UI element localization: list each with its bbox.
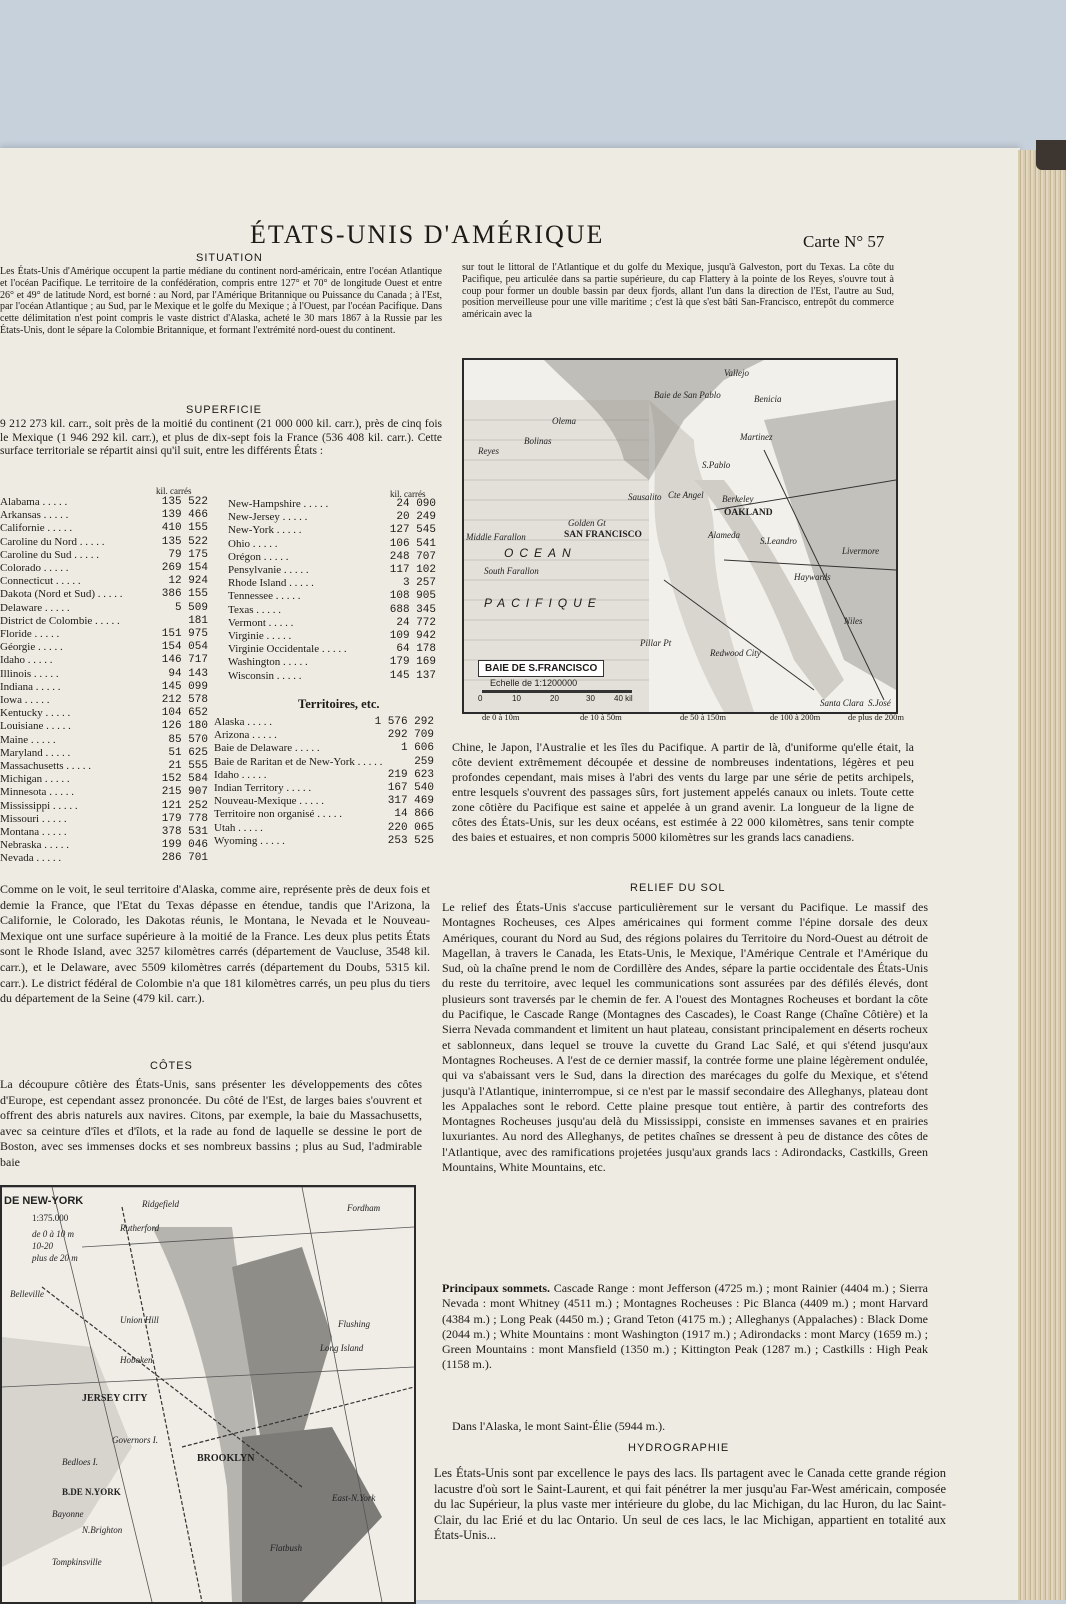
state-name: Louisiane . . . . . <box>0 720 71 733</box>
state-area: 139 466 <box>161 509 208 522</box>
map-ny-place: Rutherford <box>120 1223 160 1233</box>
table-row <box>228 564 436 577</box>
state-area: 269 154 <box>161 562 208 575</box>
state-area: 24 772 <box>396 616 436 629</box>
map-sf-place: Golden Gt <box>568 518 606 528</box>
map-sf-place: OAKLAND <box>724 508 773 518</box>
territoires-heading: Territoires, etc. <box>298 697 380 711</box>
map-sf-place: Vallejo <box>724 368 749 378</box>
table-row <box>0 522 208 535</box>
state-area: 317 469 <box>387 795 434 808</box>
table-row <box>214 795 434 808</box>
map-san-francisco <box>462 358 898 714</box>
table-row <box>228 617 436 630</box>
text-cotes: La découpure côtière des États-Unis, sans présenter les développements des côtes d'Europe, est cependant assez prononcée. Du côté de l'Est, de larges baies s'ouvrent et offrent des abris naturels aux navires. Citons, par exemple, la baie du Massachusetts, avec sa ceinture d'îles et d'îlots, et la rade au fond de laquelle se dessine le port de Boston, avec ses immenses docks et ses nombreux bassins ; plus au Sud, l'admirable baie <box>0 1077 422 1169</box>
state-name: Utah . . . . . <box>214 821 263 834</box>
state-area: 12 924 <box>168 575 208 588</box>
unit-label-left: kil. carrés <box>156 486 192 496</box>
state-name: Idaho . . . . . <box>214 768 267 781</box>
table-row <box>0 813 208 826</box>
state-name: Nebraska . . . . . <box>0 839 70 852</box>
state-name: Vermont . . . . . <box>228 616 294 629</box>
state-area: 126 180 <box>161 720 208 733</box>
table-row <box>0 615 208 628</box>
map-sf-scale-bar <box>482 690 632 693</box>
map-sf-place: S.Pablo <box>702 460 731 470</box>
map-sf-scale-tick: 10 <box>512 694 521 703</box>
table-row <box>228 511 436 524</box>
map-sf-place: Bolinas <box>524 436 552 446</box>
state-area: 135 522 <box>161 496 208 508</box>
map-sf-place: Alameda <box>708 530 740 540</box>
map-sf-place: Sausalito <box>628 492 662 502</box>
sommets-label: Principaux sommets. <box>442 1281 551 1295</box>
map-sf-place: S.José <box>868 698 891 708</box>
states-table-right <box>228 498 436 683</box>
table-row <box>228 643 436 656</box>
table-row <box>214 782 434 795</box>
state-area: 5 509 <box>174 601 208 614</box>
state-name: Virginie Occidentale . . . . . <box>228 643 347 656</box>
state-name: Texas . . . . . <box>228 603 281 616</box>
map-ny-place: Tompkinsville <box>52 1557 102 1567</box>
map-sf-ocean-label: PACIFIQUE <box>484 596 602 610</box>
state-area: 179 169 <box>389 656 436 669</box>
text-hydro: Les États-Unis sont par excellence le pays des lacs. Ils partagent avec le Canada cette grande région lacustre d'où sort le Saint-Laurent, et qui fait pénétrer la mer jusqu'au Far-West américain, composée du lac Supérieur, la plus vaste mer intérieure du globe, du lac Michigan, du lac Huron, du lac Saint-Clair, du lac Erié et du lac Ontario. Un seul de ces lacs, le lac Michigan, appartient en totalité aux États-Unis... <box>434 1466 946 1543</box>
state-name: Pensylvanie . . . . . <box>228 564 309 577</box>
state-area: 688 345 <box>389 603 436 616</box>
map-ny-place: Union Hill <box>120 1315 159 1325</box>
table-row <box>214 808 434 821</box>
state-name: Rhode Island . . . . . <box>228 577 314 590</box>
table-row <box>0 496 208 509</box>
table-row <box>228 590 436 603</box>
table-row <box>0 720 208 733</box>
heading-hydro: HYDROGRAPHIE <box>628 1442 730 1454</box>
map-ny-place: Hoboken <box>120 1355 153 1365</box>
text-cotes-right: Chine, le Japon, l'Australie et les îles du Pacifique. A partir de là, d'uniforme qu'elle était, la côte devient extrêmement découpée et dessine de nombreuses indentations, légères et peu profondes cependant, mais mises à l'abri des vents du large par une série de petits archipels, entre lesquels s'ouvrent des passages sûrs, fort justement appelés canaux ou inlets. Toute cette zone côtière du Pacifique est saine et appelée à un grand avenir. La longueur de la ligne de côtes des États-Unis, sur les deux océans, est estimée à 22 000 kilomètres, sans tenir compte des baies et estuaires, et non compris 5000 kilomètres sur les grands lacs canadiens. <box>452 740 914 844</box>
map-sf-scale-tick: 40 kil <box>614 694 633 703</box>
state-name: Wisconsin . . . . . <box>228 669 302 682</box>
state-name: Orégon . . . . . <box>228 550 289 563</box>
state-area: 94 143 <box>168 667 208 680</box>
map-ny-place: Bayonne <box>52 1509 84 1519</box>
state-area: 152 584 <box>161 773 208 786</box>
map-sf-place: Martinez <box>740 432 773 442</box>
map-sf-place: Berkeley <box>722 494 754 504</box>
table-row <box>0 628 208 641</box>
state-name: Minnesota . . . . . <box>0 786 74 799</box>
state-name: New-York . . . . . <box>228 524 302 537</box>
state-area: 109 942 <box>389 630 436 643</box>
map-sf-place: Benicia <box>754 394 782 404</box>
state-area: 14 866 <box>394 808 434 821</box>
text-sommets <box>442 1281 928 1373</box>
heading-superficie: SUPERFICIE <box>186 404 263 416</box>
map-ny-place: Governors I. <box>112 1435 158 1445</box>
state-area: 167 540 <box>387 782 434 795</box>
state-area: 85 570 <box>168 733 208 746</box>
state-name: Tennessee . . . . . <box>228 590 301 603</box>
state-name: Wyoming . . . . . <box>214 834 285 847</box>
table-row <box>214 835 434 848</box>
table-row <box>0 747 208 760</box>
state-area: 21 555 <box>168 760 208 773</box>
state-name: Baie de Raritan et de New-York . . . . . <box>214 755 383 768</box>
map-sf-place: Reyes <box>478 446 499 456</box>
state-name: Mississippi . . . . . <box>0 799 78 812</box>
map-ny-place: Ridgefield <box>142 1199 179 1209</box>
unit-label-right: kil. carrés <box>390 489 426 499</box>
map-sf-place: South Farallon <box>484 566 539 576</box>
state-area: 104 652 <box>161 707 208 720</box>
state-name: Michigan . . . . . <box>0 773 70 786</box>
book-cover-corner <box>1036 140 1066 170</box>
heading-situation: SITUATION <box>196 252 263 264</box>
map-sf-ocean-label: OCEAN <box>504 546 577 560</box>
state-area: 121 252 <box>161 799 208 812</box>
table-row <box>0 509 208 522</box>
state-name: New-Hampshire . . . . . <box>228 498 329 510</box>
map-sf-place: Cte Angel <box>668 490 704 500</box>
map-sf-scale-tick: 30 <box>586 694 595 703</box>
book-page-edges <box>1018 150 1066 1600</box>
table-row <box>0 536 208 549</box>
state-area: 51 625 <box>168 746 208 759</box>
map-number: Carte N° 57 <box>803 232 885 251</box>
map-ny-place: Flushing <box>338 1319 371 1329</box>
state-area: 64 178 <box>396 643 436 656</box>
state-name: Connecticut . . . . . <box>0 575 81 588</box>
table-row <box>0 839 208 852</box>
state-area: 410 155 <box>161 522 208 535</box>
state-area: 181 <box>188 614 208 627</box>
text-alaska: Dans l'Alaska, le mont Saint-Élie (5944 m.). <box>452 1419 666 1433</box>
state-name: Kentucky . . . . . <box>0 707 71 720</box>
state-name: Ohio . . . . . <box>228 537 278 550</box>
state-name: Maine . . . . . <box>0 733 56 746</box>
state-name: Dakota (Nord et Sud) . . . . . <box>0 588 123 601</box>
states-table-left <box>0 496 208 866</box>
state-area: 378 531 <box>161 826 208 839</box>
table-row <box>214 742 434 755</box>
map-sf-place: Pillar Pt <box>640 638 672 648</box>
state-name: Iowa . . . . . <box>0 694 50 707</box>
map-sf-place: Redwood City <box>710 648 761 658</box>
table-row <box>228 670 436 683</box>
state-area: 154 054 <box>161 641 208 654</box>
state-area: 259 <box>414 755 434 768</box>
table-row <box>228 538 436 551</box>
map-sf-place: Olema <box>552 416 576 426</box>
table-row <box>0 681 208 694</box>
table-row <box>0 800 208 813</box>
state-area: 146 717 <box>161 654 208 667</box>
state-name: Washington . . . . . <box>228 656 308 669</box>
territoires-table <box>214 716 434 848</box>
state-area: 108 905 <box>389 590 436 603</box>
state-name: Delaware . . . . . <box>0 601 70 614</box>
map-ny-legend-2: plus de 20 m <box>32 1253 78 1263</box>
map-sf-scale: Echelle de 1:1200000 <box>490 678 578 688</box>
map-ny-place: Belleville <box>10 1289 44 1299</box>
map-ny-caption: DE NEW-YORK <box>4 1195 84 1207</box>
state-area: 199 046 <box>161 839 208 852</box>
state-area: 386 155 <box>161 588 208 601</box>
map-sf-place: SAN FRANCISCO <box>564 530 642 540</box>
table-row <box>0 549 208 562</box>
map-ny-legend-0: de 0 à 10 m <box>32 1229 74 1239</box>
state-area: 253 525 <box>387 834 434 847</box>
state-name: Alaska . . . . . <box>214 716 273 728</box>
state-area: 286 701 <box>161 852 208 865</box>
table-row <box>0 694 208 707</box>
map-sf-place: Niles <box>844 616 863 626</box>
state-area: 79 175 <box>168 548 208 561</box>
table-row <box>0 602 208 615</box>
table-row <box>0 707 208 720</box>
table-row <box>0 760 208 773</box>
table-row <box>214 769 434 782</box>
state-name: Maryland . . . . . <box>0 746 71 759</box>
state-area: 212 578 <box>161 694 208 707</box>
state-name: Caroline du Nord . . . . . <box>0 535 105 548</box>
table-row <box>214 756 434 769</box>
text-after-table: Comme on le voit, le seul territoire d'Alaska, comme aire, représente près de deux fois et demie la France, que l'Etat du Texas dépasse en étendue, tandis que l'Arizona, la Californie, le Colorado, les Dakotas réunis, le Montana, le Nevada et le Nouveau-Mexique ont une surface supérieure à la moitié de la France. Les deux plus petits États sont le Rhode Island, avec 3257 kilomètres carrés (département de Vaucluse, 3548 kil. carr.), et le Delaware, avec 5509 kilomètres carrés (département du Doubs, 5315 kil. carr.). Le district fédéral de Colombie n'a que 181 kilomètres carrés, un peu plus du tiers du département de la Seine (479 kil. carr.). <box>0 882 430 1006</box>
text-relief: Le relief des États-Unis s'accuse particulièrement sur le versant du Pacifique. Le massif des Montagnes Rocheuses, ces Alpes américaines qui forment comme l'épine dorsale des deux Amériques, courant du Nord au Sud, des régions polaires du Territoire du Nord-Ouest au détroit de Magellan, à travers le Canada, les Etats-Unis, le Mexique, l'Amérique Centrale et l'Amérique du Sud, où la chaîne prend le nom de Cordillère des Andes, sépare la partie occidentale des États-Unis du reste du territoire, avec lequel les communications sont assurées par des défilés élevés, dont plusieurs sont traversés par le chemin de fer. A l'ouest des Montagnes Rocheuses et bordant la côte du Pacifique, le Cascade Range (Montagnes des Cascades), le Coast Range (Chaîne Côtière) et la Sierra Nevada commandent et limitent un haut plateau, consistant principalement en déserts rocheux et sablonneux, dans lequel se trouve la cuvette du Grand Lac Salé, et qui s'étend jusqu'aux Montagnes Rocheuses. A l'est de ce dernier massif, la contrée forme une plaine légèrement ondulée, qui va s'abaissant vers le Sud, dans la direction des marécages du golfe du Mexique, et s'étend jusqu'à l'Atlantique, ininterrompue, si ce n'est par le massif secondaire des Alleghanys, plateau dont les Appalaches sont le rebord. Cette plaine presque tout entière, à partir des contreforts des Montagnes Rocheuses jusqu'au delà du Mississippi, consiste en immenses savanes et en prairies luxuriantes. Au nord des Alleghanys, de petites chaînes se dressent à peu de distance des côtes de l'Atlantique, avec des ramifications projetées jusqu'aux grands lacs : Adirondacks, Castkills, Green Mountains, White Mountains, etc. <box>442 900 928 1175</box>
table-row <box>0 852 208 865</box>
table-row <box>0 641 208 654</box>
state-name: Indiana . . . . . <box>0 680 61 693</box>
state-name: Idaho . . . . . <box>0 654 53 667</box>
map-sf-scale-tick: 0 <box>478 694 483 703</box>
state-name: Indian Territory . . . . . <box>214 782 312 795</box>
map-ny-scale: 1:375.000 <box>32 1213 69 1223</box>
sommets-text: Cascade Range : mont Jefferson (4725 m.) ; mont Rainier (4404 m.) ; Sierra Nevada : mont Whitney (4511 m.) ; Montagnes Rocheuses : Pic Blanca (4409 m.) ; mont Harvard (4384 m.) ; Long Peak (4450 m.) ; Grand Teton (4175 m.) ; Alleghanys (Appalaches) : Black Dome (2044 m.) ; White Mountains : mont Washington (1917 m.) ; Adirondacks : mont Marcy (1659 m.) ; Green Mountains : mont Mansfield (1350 m.) ; Kittington Peak (1287 m.) ; Castkills : High Peak (1158 m.). <box>442 1281 928 1372</box>
text-situation: Les États-Unis d'Amérique occupent la partie médiane du continent nord-américain, entre l'océan Atlantique et l'océan Pacifique. Le territoire de la confédération, compris entre 127° et 70° de longitude Ouest et entre 26° et 49° de latitude Nord, est borné : au Nord, par l'Amérique Britannique ou Puissance du Canada ; à l'Est, par l'océan Atlantique ; au Sud, par le Mexique et le golfe du Mexique ; à l'Ouest, par l'océan Pacifique. Dans cette délimitation n'est point compris le vaste district d'Alaska, acheté le 30 mars 1867 à la Russie par les États-Unis, dont le sépare la Colombie Britannique, et formant l'extrémité nord-ouest du continent. <box>0 266 442 336</box>
map-ny-place: Long Island <box>320 1343 364 1353</box>
state-name: Floride . . . . . <box>0 628 60 641</box>
map-sf-place: Middle Farallon <box>466 532 526 542</box>
state-area: 145 099 <box>161 680 208 693</box>
state-area: 127 545 <box>389 524 436 537</box>
state-name: New-Jersey . . . . . <box>228 511 308 524</box>
state-area: 145 137 <box>389 669 436 682</box>
map-ny-place: Flatbush <box>270 1543 303 1553</box>
page-title: ÉTATS-UNIS D'AMÉRIQUE <box>250 220 605 249</box>
state-area: 1 606 <box>400 742 434 755</box>
state-name: Colorado . . . . . <box>0 562 69 575</box>
state-name: Arizona . . . . . <box>214 729 277 742</box>
map-sf-place: Livermore <box>842 546 880 556</box>
state-name: Nevada . . . . . <box>0 852 62 865</box>
state-area: 24 090 <box>396 498 436 510</box>
state-area: 3 257 <box>402 577 436 590</box>
state-area: 248 707 <box>389 550 436 563</box>
state-name: Californie . . . . . <box>0 522 73 535</box>
state-area: 106 541 <box>389 537 436 550</box>
state-name: Arkansas . . . . . <box>0 509 69 522</box>
state-name: Illinois . . . . . <box>0 667 59 680</box>
table-row <box>0 734 208 747</box>
table-row <box>228 656 436 669</box>
state-area: 179 778 <box>161 812 208 825</box>
state-area: 20 249 <box>396 511 436 524</box>
map-sf-caption: BAIE DE S.FRANCISCO <box>478 660 604 677</box>
state-area: 219 623 <box>387 768 434 781</box>
state-area: 151 975 <box>161 628 208 641</box>
map-sf-place: Santa Clara <box>820 698 864 708</box>
map-sf-legend-2: de 50 à 150m <box>680 712 727 722</box>
table-row <box>0 562 208 575</box>
map-ny-place: East-N.York <box>332 1493 376 1503</box>
map-ny-place: Bedloes I. <box>62 1457 98 1467</box>
table-row <box>0 786 208 799</box>
table-row <box>0 826 208 839</box>
table-row <box>0 588 208 601</box>
state-name: Géorgie . . . . . <box>0 641 63 654</box>
state-area: 215 907 <box>161 786 208 799</box>
table-row <box>228 604 436 617</box>
table-row <box>0 654 208 667</box>
map-ny-place: Fordham <box>347 1203 381 1213</box>
map-ny-place: JERSEY CITY <box>82 1393 148 1404</box>
table-row <box>228 551 436 564</box>
table-row <box>214 716 434 729</box>
table-row <box>0 575 208 588</box>
text-superficie: 9 212 273 kil. carr., soit près de la moitié du continent (21 000 000 kil. carr.), près de cinq fois le Mexique (1 946 292 kil. carr.), et plus de dix-sept fois la France (536 408 kil. carr.). Cette surface territoriale se répartit ainsi qu'il suit, entre les différents États : <box>0 418 442 458</box>
state-name: Virginie . . . . . <box>228 630 292 643</box>
table-row <box>228 630 436 643</box>
state-area: 1 576 292 <box>374 716 434 728</box>
table-row <box>228 498 436 511</box>
table-row <box>228 524 436 537</box>
state-name: Territoire non organisé . . . . . <box>214 808 342 821</box>
map-sf-scale-tick: 20 <box>550 694 559 703</box>
map-ny-place: BROOKLYN <box>197 1453 255 1464</box>
map-sf-legend-3: de 100 à 200m <box>770 712 821 722</box>
map-new-york <box>0 1185 416 1604</box>
table-row <box>0 668 208 681</box>
table-row <box>0 773 208 786</box>
state-name: Nouveau-Mexique . . . . . <box>214 795 324 808</box>
map-sf-place: Haywards <box>794 572 831 582</box>
table-row <box>214 729 434 742</box>
map-sf-place: Baie de San Pablo <box>654 390 721 400</box>
map-ny-legend-1: 10-20 <box>32 1241 53 1251</box>
state-area: 220 065 <box>387 821 434 834</box>
map-sf-legend-4: de plus de 200m <box>848 712 904 722</box>
map-new-york-drawing <box>2 1187 414 1602</box>
state-name: Missouri . . . . . <box>0 812 67 825</box>
state-area: 292 709 <box>387 729 434 742</box>
state-name: Massachusetts . . . . . <box>0 760 92 773</box>
state-area: 117 102 <box>389 564 436 577</box>
state-area: 135 522 <box>161 535 208 548</box>
state-name: Caroline du Sud . . . . . <box>0 548 99 561</box>
heading-cotes: CÔTES <box>150 1060 193 1072</box>
state-name: Baie de Delaware . . . . . <box>214 742 320 755</box>
map-sf-legend-0: de 0 à 10m <box>482 712 520 722</box>
map-ny-place: B.DE N.YORK <box>62 1487 121 1497</box>
map-sf-place: S.Leandro <box>760 536 797 546</box>
table-row <box>228 577 436 590</box>
state-name: Alabama . . . . . <box>0 496 68 508</box>
map-ny-place: N.Brighton <box>82 1525 123 1535</box>
heading-relief: RELIEF DU SOL <box>630 882 726 894</box>
state-name: Montana . . . . . <box>0 826 67 839</box>
text-cotes-continued: sur tout le littoral de l'Atlantique et du golfe du Mexique, jusqu'à Galveston, port du Texas. La côte du Pacifique, peu articulée dans sa partie supérieure, du cap Flattery à la pointe de los Reyes, s'ouvre tout à coup pour former un double bassin par deux fjords, allant l'un dans la direction de l'Est, l'autre au Sud, position merveilleuse pour une ville maritime ; c'est là que s'est bâti San-Francisco, entrepôt du commerce américain avec la <box>462 262 894 321</box>
state-name: District de Colombie . . . . . <box>0 614 120 627</box>
table-row <box>214 822 434 835</box>
map-sf-legend-1: de 10 à 50m <box>580 712 622 722</box>
